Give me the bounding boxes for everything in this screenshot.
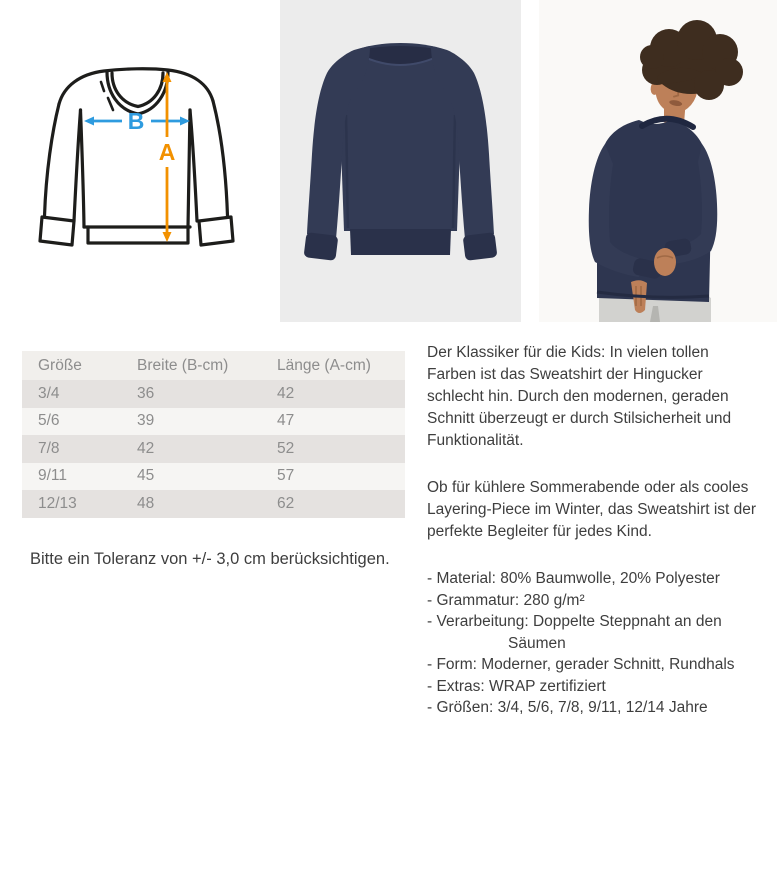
tolerance-note: Bitte ein Toleranz von +/- 3,0 cm berücksichtigen. [30,550,390,568]
size-table-header-row [22,351,405,380]
width-label: B [127,108,145,134]
width-cell: 39 [121,408,261,436]
product-photo-sweatshirt[interactable] [280,0,521,322]
col-header-size: Größe [22,351,121,380]
product-description [427,342,759,719]
table-row [22,435,405,463]
size-cell: 3/4 [22,380,121,408]
measurement-diagram-drawing [28,40,248,255]
product-spec-list [427,568,759,719]
length-cell: 57 [261,463,405,491]
length-cell: 52 [261,435,405,463]
col-header-length: Länge (A-cm) [261,351,405,380]
spec-workmanship: - Verarbeitung: Doppelte Steppnaht an den [427,613,722,630]
size-table [22,351,405,518]
boy-wearing-sweatshirt-icon [539,0,777,322]
length-cell: 47 [261,408,405,436]
width-cell: 42 [121,435,261,463]
spec-grammage: - Grammatur: 280 g/m² [427,591,585,609]
spec-form: - Form: Moderner, gerader Schnitt, Rundhals [427,656,735,673]
size-cell: 7/8 [22,435,121,463]
width-cell: 48 [121,490,261,518]
size-cell: 5/6 [22,408,121,436]
sweatshirt-outline-icon [40,69,233,245]
table-row [22,463,405,491]
spec-sizes: - Größen: 3/4, 5/6, 7/8, 9/11, 12/14 Jahre [427,699,708,716]
col-header-width: Breite (B-cm) [121,351,261,380]
length-label: A [158,139,176,165]
width-cell: 36 [121,380,261,408]
description-paragraph: Der Klassiker für die Kids: In vielen tollen Farben ist das Sweatshirt der Hingucker schlecht hin. Durch den modernen, geraden Schnitt überzeugt er durch Stilsicherheit und Funktionalität. [427,344,732,449]
table-row [22,408,405,436]
spec-workmanship-cont: Säumen [508,634,566,652]
size-cell: 9/11 [22,463,121,491]
spec-extras: - Extras: WRAP zertifiziert [427,677,606,695]
length-cell: 42 [261,380,405,408]
model-photo-kid-sweatshirt[interactable] [539,0,777,322]
size-cell: 12/13 [22,490,121,518]
table-row [22,490,405,518]
spec-material: - Material: 80% Baumwolle, 20% Polyester [427,570,720,587]
description-paragraph: Ob für kühlere Sommerabende oder als cooles Layering-Piece im Winter, das Sweatshirt ist der perfekte Begleiter für jedes Kind. [427,479,757,540]
table-row [22,380,405,408]
width-cell: 45 [121,463,261,491]
navy-sweatshirt-flat-icon [280,0,521,322]
length-cell: 62 [261,490,405,518]
sweatshirt-measurement-diagram [28,40,248,255]
